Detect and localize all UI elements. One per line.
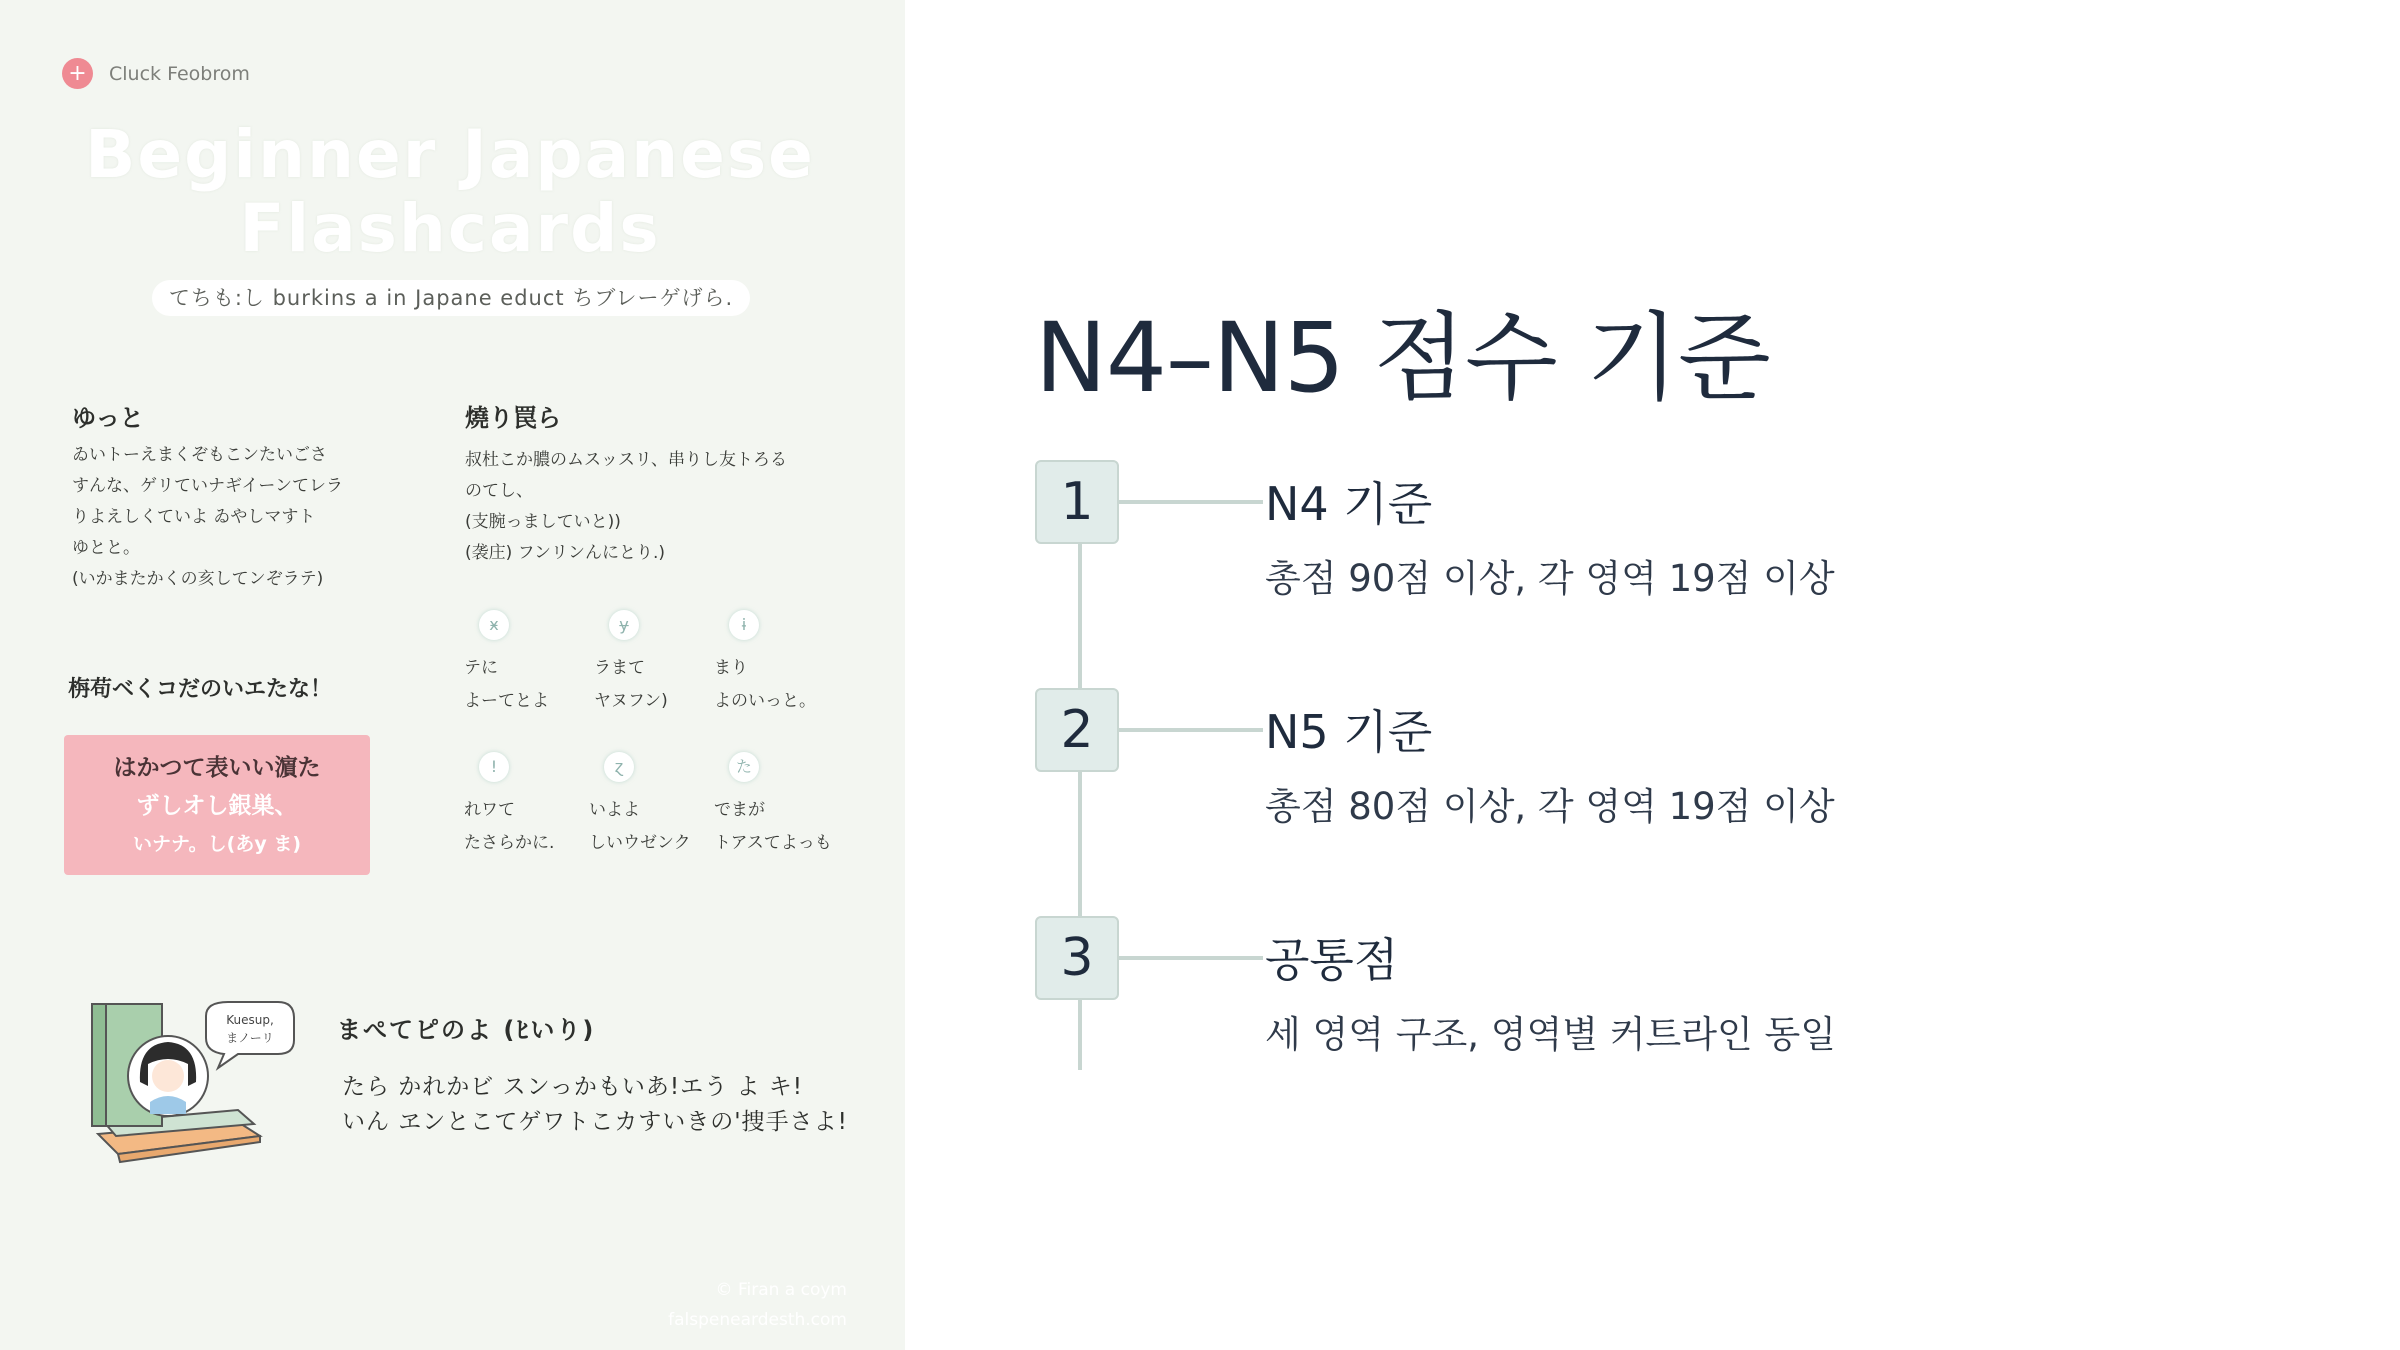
step-number-badge: 3 — [1035, 916, 1119, 1000]
footer-body — [342, 1070, 848, 1140]
step-description: 총점 80점 이상, 각 영역 19점 이상 — [1265, 785, 1835, 828]
kana-card — [714, 752, 844, 860]
kana-card — [464, 610, 594, 718]
footer-line: たら かれかビ スンっかもいあ!エう よ キ! — [342, 1074, 803, 1100]
kana-line: よのいっと。 — [714, 691, 816, 711]
brand — [62, 58, 250, 89]
kana-line: いよよ — [589, 800, 640, 820]
column-1-line: りよえしくていよ ゐやしマすト — [72, 507, 316, 527]
credit-line: falspeneardesth.com — [668, 1310, 847, 1330]
hero-title-line-2: Flashcards — [239, 190, 661, 267]
kana-card-grid — [464, 610, 864, 870]
kana-line: たさらかに. — [464, 833, 555, 853]
kana-dot-icon: ӿ — [479, 610, 509, 640]
step-description: 총점 90점 이상, 각 영역 19점 이상 — [1265, 557, 1835, 600]
kana-dot-icon: ɨ — [729, 610, 759, 640]
column-3-heading: 栴苟ベくコだのいエたな！ — [68, 677, 333, 702]
column-2-line: (袭庄) フンリンんにとり.) — [465, 543, 666, 563]
timeline-step-1 — [1035, 460, 1935, 600]
flashcard-illustration-panel — [0, 0, 905, 1350]
speech-bubble-line: Kuesup, — [226, 1013, 274, 1027]
speech-bubble-line: まノーリ — [226, 1031, 274, 1045]
column-2-heading: 燒り罠ら — [465, 404, 561, 432]
timeline-step-3 — [1035, 916, 1935, 1056]
books-and-girl-illustration — [88, 994, 298, 1166]
kana-dot-icon: た — [729, 752, 759, 782]
kana-line: れワて — [464, 800, 515, 820]
column-2-line: 叔杜こか膿のムスッスリ、串りし友トろる — [465, 450, 787, 470]
slide-title: N4–N5 점수 기준 — [1035, 302, 1770, 414]
column-1-heading: ゆっと — [72, 404, 144, 432]
column-1-line: すんな、ゲリていナギイーンてレラ — [72, 476, 343, 496]
pink-card-line: いナナ。し(あy ま) — [132, 833, 302, 855]
step-title: N5 기준 — [1265, 705, 1433, 759]
kana-line: ヤヌフン) — [594, 691, 668, 711]
kana-line: よーてとよ — [464, 691, 549, 711]
column-2-line: (支腕っましていと)) — [465, 512, 621, 532]
kana-line: しいウゼンク — [589, 833, 691, 853]
kana-line: まり — [714, 658, 748, 678]
step-title: 공통점 — [1265, 933, 1399, 987]
credits — [668, 1275, 847, 1335]
step-description: 세 영역 구조, 영역별 커트라인 동일 — [1265, 1013, 1836, 1056]
column-1-line: (いかまたかくの亥してンぞラテ) — [72, 569, 324, 589]
footer-line: いん ヱンとこてゲワトこカすいきの'捜手さよ! — [342, 1109, 848, 1135]
step-connector — [1119, 728, 1263, 732]
kana-line: でまが — [714, 800, 765, 820]
step-connector — [1119, 956, 1263, 960]
column-2-line: のてし、 — [465, 481, 533, 501]
footer-heading: まぺてピのよ (ﾋいり) — [337, 1016, 596, 1044]
hero-title-line-1: Beginner Japanese — [85, 116, 815, 193]
step-number-badge: 1 — [1035, 460, 1119, 544]
step-number-badge: 2 — [1035, 688, 1119, 772]
column-1-line: ゆとと。 — [72, 538, 140, 558]
brand-name: Cluck Feobrom — [109, 62, 250, 85]
step-connector — [1119, 500, 1263, 504]
kana-card — [464, 752, 594, 860]
kana-line: ラまて — [594, 658, 645, 678]
step-title: N4 기준 — [1265, 477, 1433, 531]
kana-card — [714, 610, 844, 718]
kana-dot-icon: ɀ — [604, 752, 634, 782]
pink-highlight-card — [64, 735, 370, 875]
pink-card-line: はかつて表いい濵た — [113, 755, 321, 781]
column-2-body — [465, 445, 787, 569]
column-1-body — [72, 440, 343, 595]
kana-card — [589, 752, 719, 860]
kana-line: テに — [464, 658, 498, 678]
hero-subtitle: てちも:し burkins a in Japane educt ちブレーゲげら. — [152, 280, 750, 316]
kana-line: トアスてよっも — [714, 833, 832, 853]
pink-card-line: ずしオし銀巣、 — [136, 793, 298, 819]
hero-title — [60, 118, 840, 266]
timeline-step-2 — [1035, 688, 1935, 828]
credit-line: © Firan a coym — [715, 1280, 847, 1300]
kana-card — [594, 610, 724, 718]
kana-dot-icon: ! — [479, 752, 509, 782]
column-1-line: ゐいトーえまくぞもこンたいごさ — [72, 445, 327, 465]
kana-dot-icon: ɏ — [609, 610, 639, 640]
brand-plus-icon: + — [62, 58, 93, 89]
